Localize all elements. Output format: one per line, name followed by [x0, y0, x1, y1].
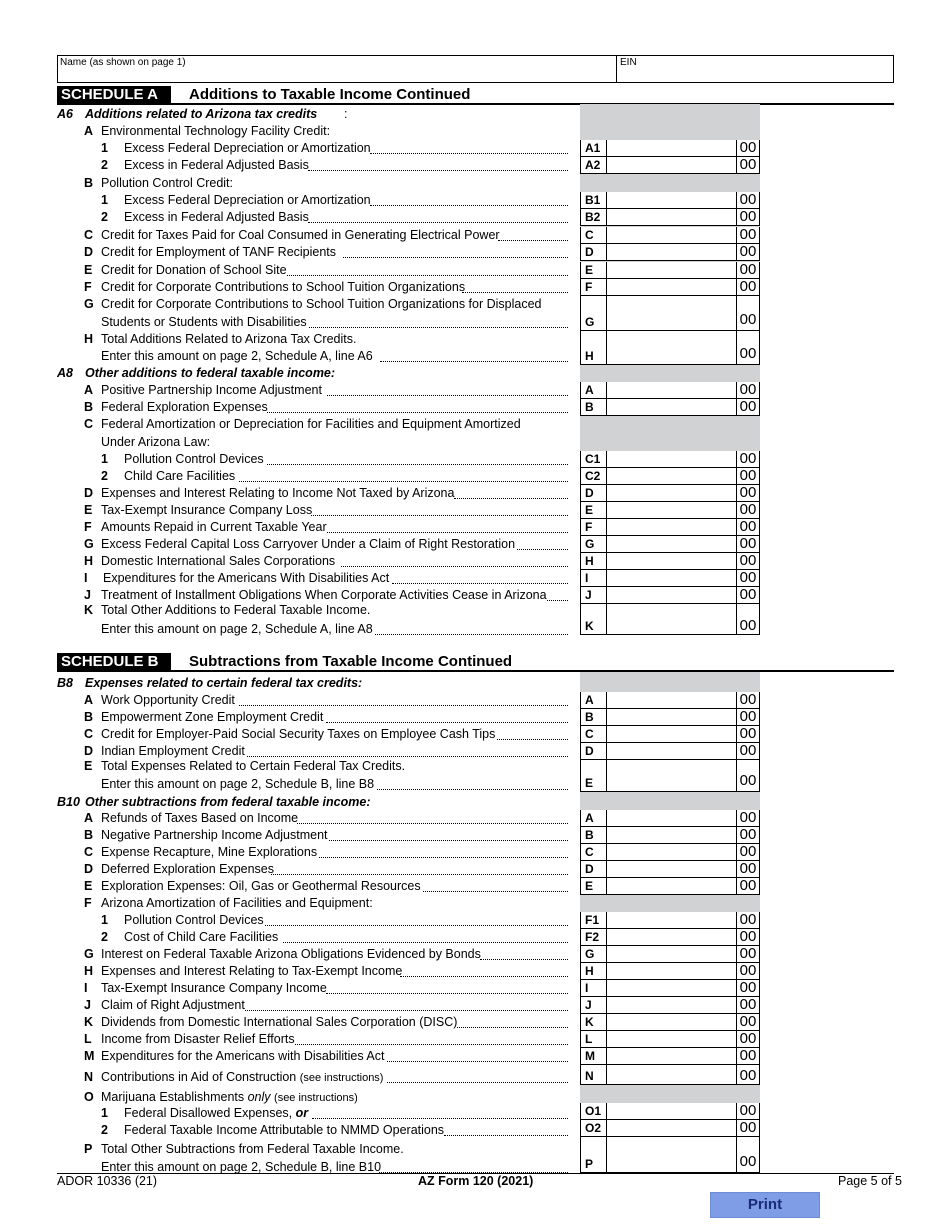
line-a6-b2[interactable]: B2 00: [580, 209, 760, 226]
line-b10-o2[interactable]: O2 00: [580, 1120, 760, 1137]
form-id: ADOR 10336 (21): [57, 1174, 158, 1188]
line-a6-e[interactable]: E 00: [580, 262, 760, 279]
line-b10-b[interactable]: B 00: [580, 827, 760, 844]
line-a8-k[interactable]: K 00: [580, 604, 760, 635]
line-a8-d[interactable]: D 00: [580, 485, 760, 502]
line-a8-g[interactable]: G 00: [580, 536, 760, 553]
line-b10-d[interactable]: D 00: [580, 861, 760, 878]
line-a6-b1[interactable]: B1 00: [580, 192, 760, 209]
line-a8-a[interactable]: A 00: [580, 382, 760, 399]
line-a6-c[interactable]: C 00: [580, 227, 760, 244]
line-b8-d[interactable]: D 00: [580, 743, 760, 760]
line-a8-b[interactable]: B 00: [580, 399, 760, 416]
line-b10-m[interactable]: M 00: [580, 1048, 760, 1065]
schedule-a-tag: SCHEDULE A: [57, 86, 171, 103]
schedule-b-tag: SCHEDULE B: [57, 653, 171, 670]
line-b10-c[interactable]: C 00: [580, 844, 760, 861]
schedule-b-title: Subtractions from Taxable Income Continued: [189, 653, 513, 670]
line-b8-a[interactable]: A 00: [580, 692, 760, 709]
name-ein-box: [57, 55, 894, 83]
schedule-a-title: Additions to Taxable Income Continued: [189, 86, 471, 103]
line-a6-a2[interactable]: A2 00: [580, 157, 760, 174]
line-b10-k[interactable]: K 00: [580, 1014, 760, 1031]
page-number: Page 5 of 5: [838, 1174, 902, 1188]
line-b10-p[interactable]: P 00: [580, 1137, 760, 1173]
line-b10-f2[interactable]: F2 00: [580, 929, 760, 946]
line-b10-e[interactable]: E 00: [580, 878, 760, 895]
line-b10-h[interactable]: H 00: [580, 963, 760, 980]
print-button[interactable]: Print: [710, 1192, 820, 1218]
line-a6-f[interactable]: F 00: [580, 279, 760, 296]
line-b10-f1[interactable]: F1 00: [580, 912, 760, 929]
schedule-b-header: [57, 653, 894, 672]
name-label: Name (as shown on page 1): [60, 57, 186, 68]
line-a8-f[interactable]: F 00: [580, 519, 760, 536]
form-name: AZ Form 120 (2021): [418, 1174, 534, 1188]
line-b10-g[interactable]: G 00: [580, 946, 760, 963]
line-b10-l[interactable]: L 00: [580, 1031, 760, 1048]
line-b10-a[interactable]: A 00: [580, 810, 760, 827]
line-b10-n[interactable]: N 00: [580, 1065, 760, 1085]
line-b8-c[interactable]: C 00: [580, 726, 760, 743]
line-a8-c1[interactable]: C1 00: [580, 451, 760, 468]
line-a6-g[interactable]: G 00: [580, 296, 760, 331]
line-b10-i[interactable]: I 00: [580, 980, 760, 997]
line-b8-e[interactable]: E 00: [580, 760, 760, 792]
line-a8-j[interactable]: J 00: [580, 587, 760, 604]
line-a8-i[interactable]: I 00: [580, 570, 760, 587]
line-a6-h[interactable]: H 00: [580, 331, 760, 365]
line-b10-j[interactable]: J 00: [580, 997, 760, 1014]
line-b8-b[interactable]: B 00: [580, 709, 760, 726]
line-a6-a1[interactable]: A1 00: [580, 140, 760, 157]
line-a6-d[interactable]: D 00: [580, 244, 760, 261]
line-a8-e[interactable]: E 00: [580, 502, 760, 519]
line-a8-h[interactable]: H 00: [580, 553, 760, 570]
schedule-a-header: [57, 86, 894, 105]
ein-label: EIN: [620, 57, 637, 68]
line-b10-o1[interactable]: O1 00: [580, 1103, 760, 1120]
line-a8-c2[interactable]: C2 00: [580, 468, 760, 485]
